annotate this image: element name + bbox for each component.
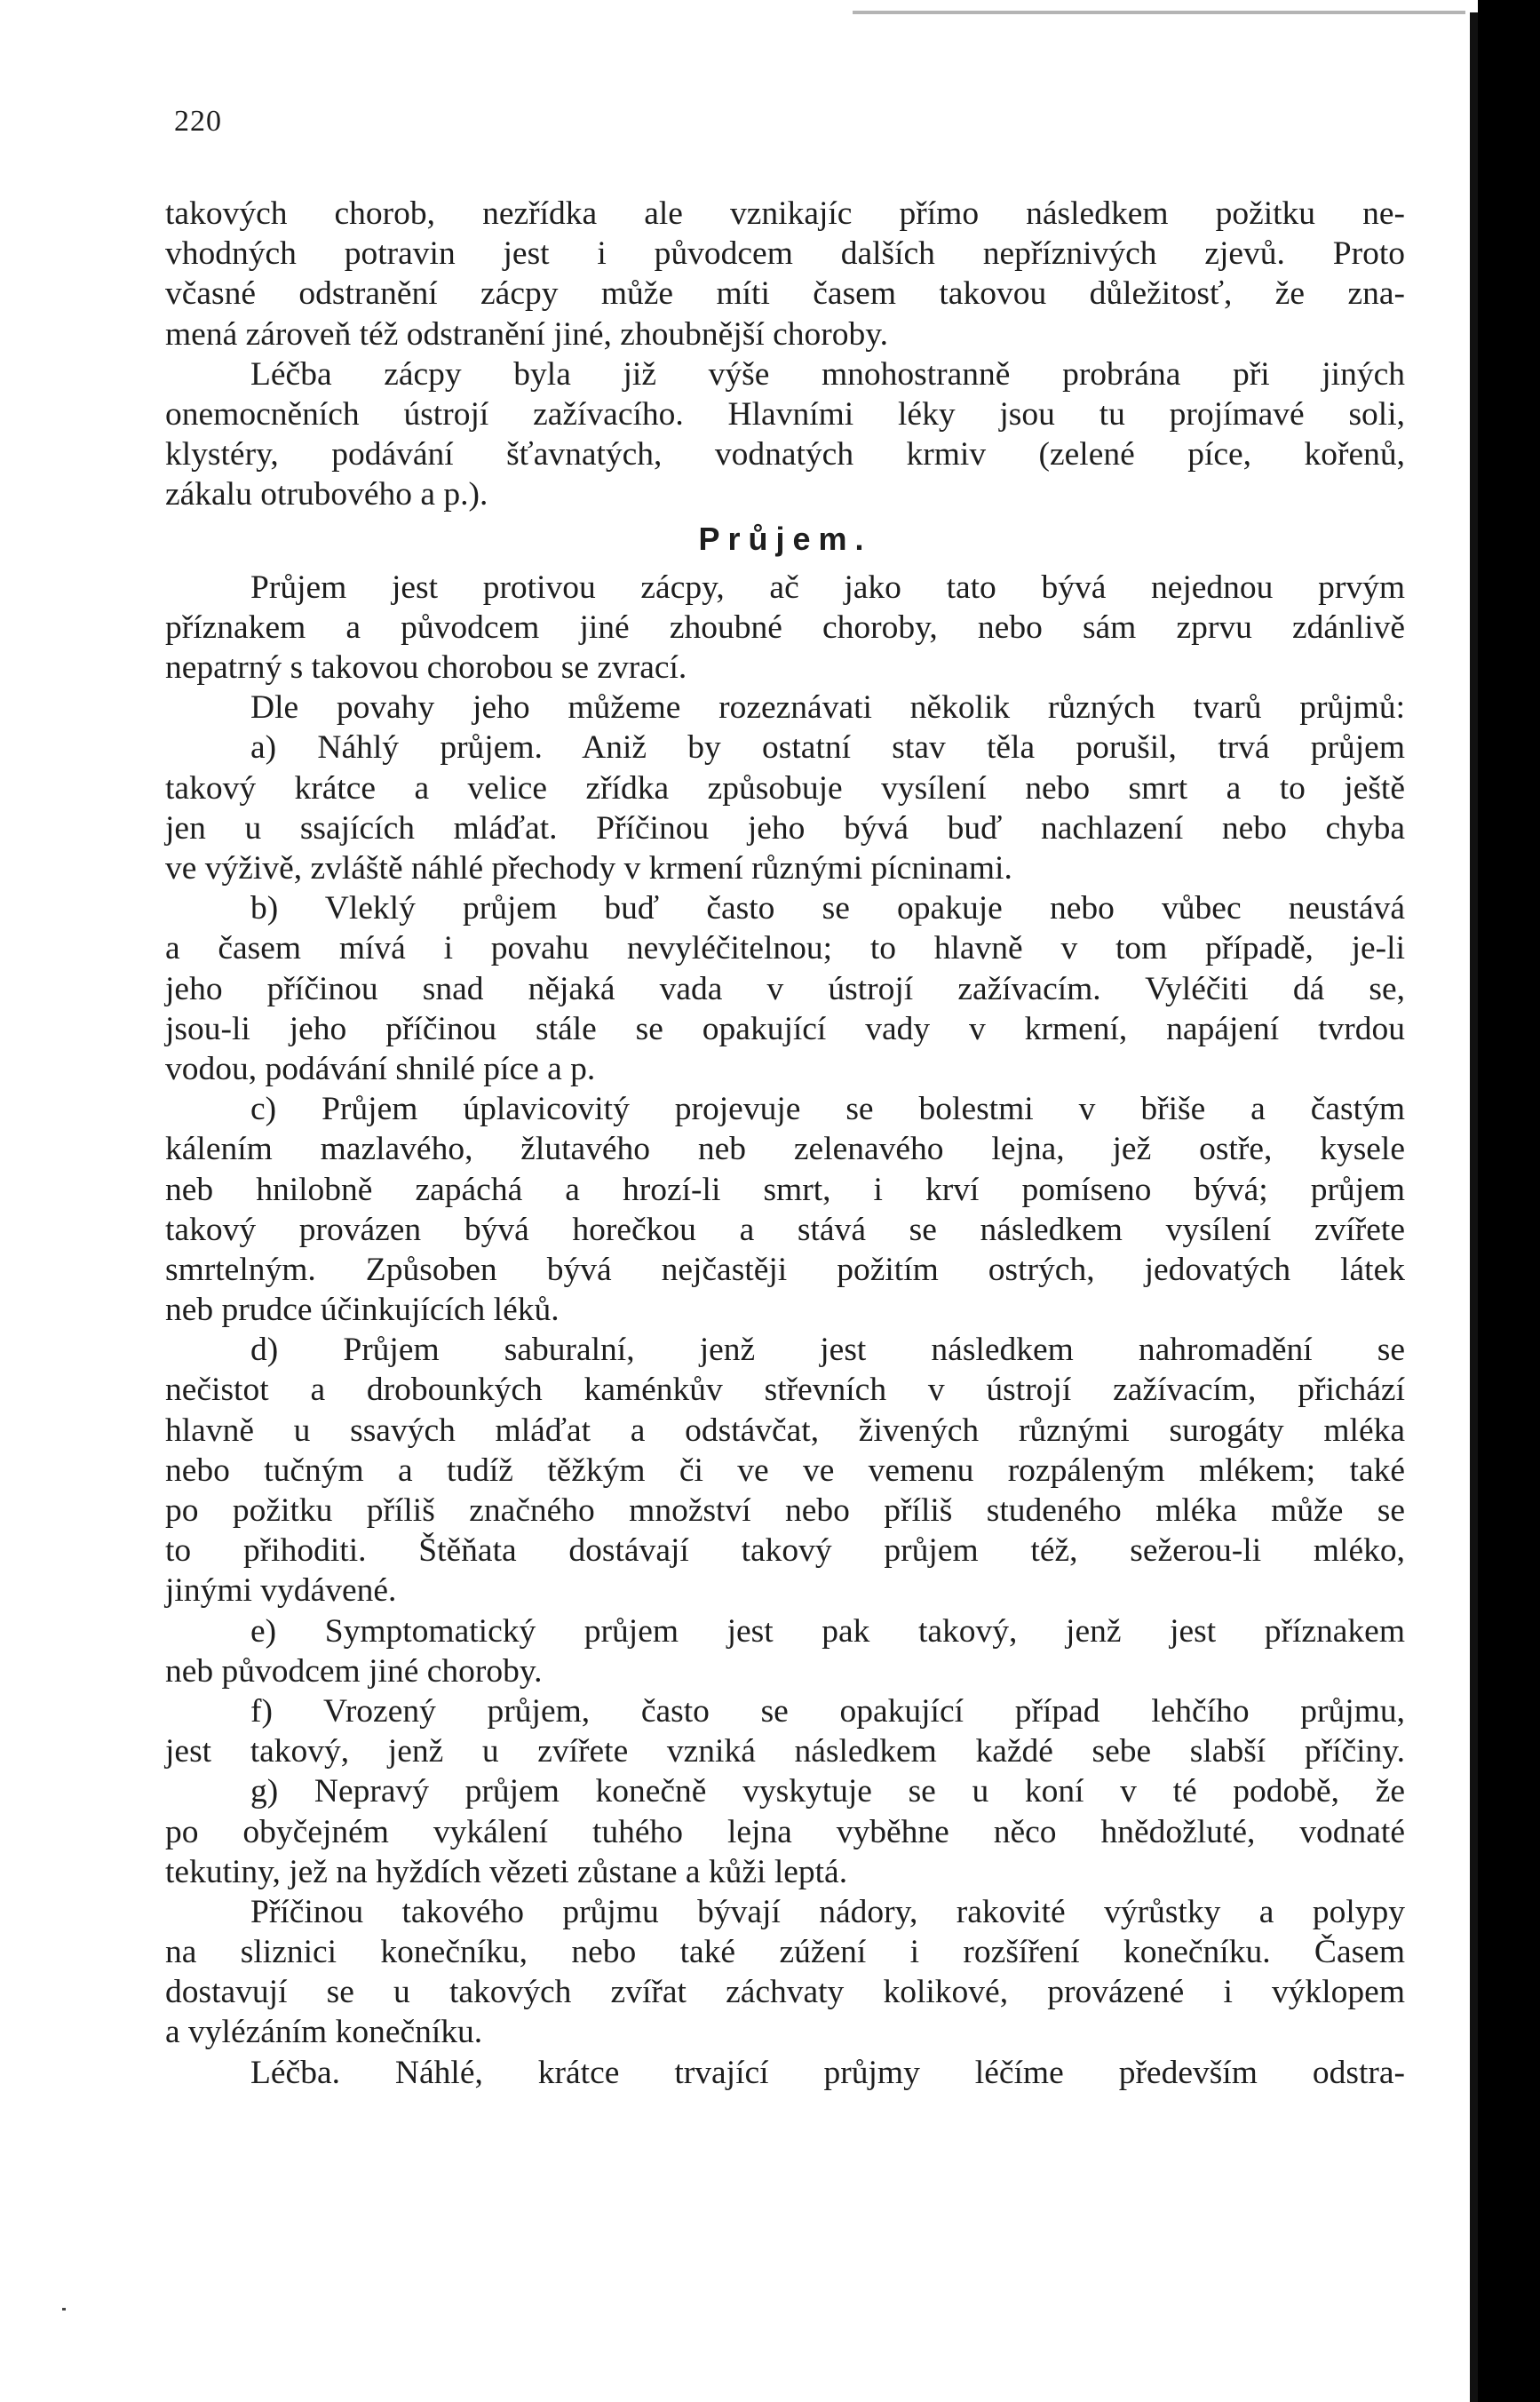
text-line: a) Náhlý průjem. Aniž by ostatní stav těla porušil, trvá průjem — [250, 729, 1405, 767]
text-line: jest takový, jenž u zvířete vzniká následkem každé sebe slabší příčiny. — [165, 1733, 1405, 1770]
text-line: neb prudce účinkujících léků. — [165, 1292, 560, 1329]
text-line: jen u ssajících mláďat. Příčinou jeho bývá buď nachlazení nebo chyba — [165, 809, 1405, 847]
text-line: g) Nepravý průjem konečně vyskytuje se u koní v té podobě, že — [250, 1773, 1405, 1810]
text-line: neb původcem jiné choroby. — [165, 1652, 543, 1690]
page-number: 220 — [174, 105, 222, 138]
text-line: d) Průjem saburalní, jenž jest následkem nahromadění se — [250, 1332, 1405, 1369]
text-line: Průjem jest protivou zácpy, ač jako tato bývá nejednou prvým — [250, 569, 1405, 606]
text-line: Dle povahy jeho můžeme rozeznávati několik různých tvarů průjmů: — [250, 689, 1405, 727]
text-line: na sliznici konečníku, nebo také zúžení i rozšíření konečníku. Časem — [165, 1934, 1405, 1971]
text-line: nečistot a drobounkých kaménkův střevních v ústrojí zažívacím, přichází — [165, 1372, 1405, 1409]
text-line: neb hnilobně zapáchá a hrozí-li smrt, i krví pomíseno bývá; průjem — [165, 1171, 1405, 1208]
text-line: b) Vleklý průjem buď často se opakuje nebo vůbec neustává — [250, 890, 1405, 927]
text-line: nebo tučným a tudíž těžkým či ve ve vemenu rozpáleným mlékem; také — [165, 1452, 1405, 1489]
text-line: kálením mazlavého, žlutavého neb zelenavého lejna, jež ostře, kysele — [165, 1131, 1405, 1168]
text-line: smrtelným. Způsoben bývá nejčastěji požitím ostrých, jedovatých látek — [165, 1251, 1405, 1288]
text-line: jinými vydávené. — [165, 1572, 397, 1610]
text-line: včasné odstranění zácpy může míti časem takovou důležitosť, že zna- — [165, 275, 1405, 313]
text-line: e) Symptomatický průjem jest pak takový, jenž jest příznakem — [250, 1612, 1405, 1650]
text-line: Léčba zácpy byla již výše mnohostranně probrána při jiných — [250, 355, 1405, 393]
text-line: f) Vrozený průjem, často se opakující případ lehčího průjmu, — [250, 1692, 1405, 1730]
text-line: příznakem a původcem jiné zhoubné choroby, nebo sám zprvu zdánlivě — [165, 608, 1405, 646]
text-line: nepatrný s takovou chorobou se zvrací. — [165, 649, 687, 687]
scan-edge-shadow — [1470, 12, 1478, 2402]
section-heading: Průjem. — [698, 520, 872, 557]
scan-top-mark — [853, 11, 1465, 14]
text-line: c) Průjem úplavicovitý projevuje se bolestmi v břiše a častým — [250, 1091, 1405, 1128]
text-line: jeho příčinou snad nějaká vada v ústrojí zažívacím. Vyléčiti dá se, — [165, 970, 1405, 1007]
text-line: Léčba. Náhlé, krátce trvající průjmy léčíme především odstra- — [250, 2054, 1405, 2091]
text-line: onemocněních ústrojí zažívacího. Hlavními léky jsou tu projímavé soli, — [165, 395, 1405, 433]
text-line: hlavně u ssavých mláďat a odstávčat, živených různými surogáty mléka — [165, 1412, 1405, 1449]
text-line: tekutiny, jež na hyždích vězeti zůstane a kůži leptá. — [165, 1853, 848, 1890]
text-line: takový provázen bývá horečkou a stává se následkem vysílení zvířete — [165, 1211, 1405, 1248]
text-line: dostavují se u takových zvířat záchvaty kolikové, provázené i výklopem — [165, 1974, 1405, 2011]
text-line: takových chorob, nezřídka ale vznikajíc přímo následkem požitku ne- — [165, 195, 1405, 232]
text-line: jsou-li jeho příčinou stále se opakující vady v krmení, napájení tvrdou — [165, 1010, 1405, 1047]
text-line: Příčinou takového průjmu bývají nádory, rakovité výrůstky a polypy — [250, 1893, 1405, 1930]
text-line: vodou, podávání shnilé píce a p. — [165, 1050, 596, 1087]
text-line: a vylézáním konečníku. — [165, 2014, 483, 2051]
text-line: po požitku příliš značného množství nebo příliš studeného mléka může se — [165, 1492, 1405, 1529]
text-line: mená zároveň též odstranění jiné, zhoubnější choroby. — [165, 315, 888, 353]
body-text — [165, 194, 1405, 2093]
text-line: po obyčejném vykálení tuhého lejna vyběhne něco hnědožluté, vodnaté — [165, 1813, 1405, 1850]
text-line: klystéry, podávání šťavnatých, vodnatých krmiv (zelené píce, kořenů, — [165, 436, 1405, 473]
text-line: takový krátce a velice zřídka způsobuje vysílení nebo smrt a to ještě — [165, 769, 1405, 807]
text-line: to přihoditi. Štěňata dostávají takový průjem též, sežerou-li mléko, — [165, 1532, 1405, 1570]
text-line: vhodných potravin jest i původcem dalších nepříznivých zjevů. Proto — [165, 235, 1405, 273]
scan-speck — [62, 2308, 66, 2311]
text-line: ve výživě, zvláště náhlé přechody v krmení různými pícninami. — [165, 850, 1012, 887]
text-line: a časem mívá i povahu nevyléčitelnou; to hlavně v tom případě, je-li — [165, 930, 1405, 967]
text-line: zákalu otrubového a p.). — [165, 476, 488, 513]
scan-edge-border — [1478, 0, 1540, 2402]
